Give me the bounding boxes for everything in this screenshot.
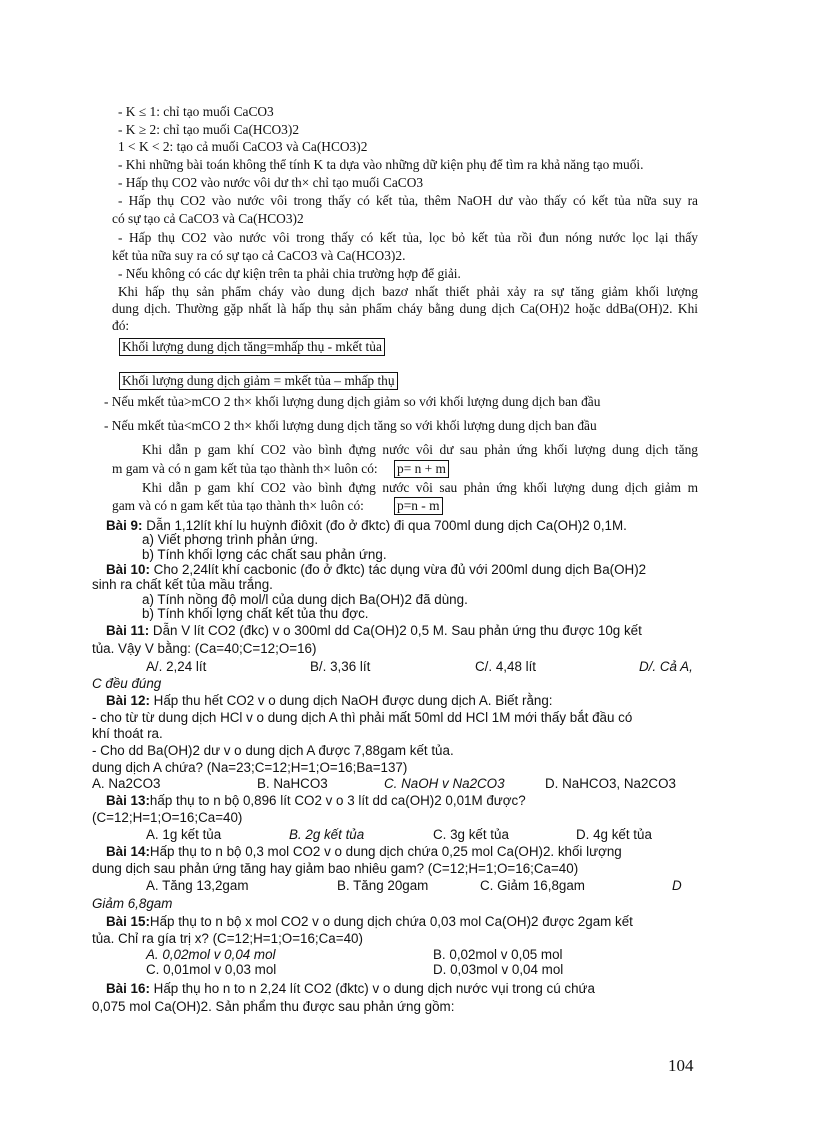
text-line: đó: — [112, 318, 130, 333]
option-c: C. NaOH v Na2CO3 — [384, 776, 505, 791]
option-c: C. 3g kết tủa — [433, 827, 509, 842]
option-d: D/. Cả A, — [639, 659, 693, 674]
page-number: 104 — [668, 1056, 694, 1075]
text-line: - K ≥ 2: chỉ tạo muối Ca(HCO3)2 — [118, 122, 300, 137]
exercise-label: Bài 9: — [106, 518, 143, 533]
text-line: sinh ra chất kết tủa mầu trắng. — [92, 577, 273, 592]
text-line: - K ≤ 1: chỉ tạo muối CaCO3 — [118, 104, 274, 119]
option-a: A. 0,02mol v 0,04 mol — [146, 947, 276, 962]
exercise-label: Bài 16: — [106, 981, 150, 996]
exercise-text: Hấp thụ ho n to n 2,24 lít CO2 (đktc) v o dung dịch nước vụi trong cú chứa — [153, 981, 595, 996]
text-line: m gam và có n gam kết tủa tạo thành th× luôn có: — [112, 461, 378, 476]
option-b: B. 0,02mol v 0,05 mol — [433, 947, 563, 962]
text-line: - cho từ từ dung dịch HCl v o dung dịch A thì phải mất 50ml dd HCl 1M mới thấy bắt đầu có — [92, 710, 633, 725]
option-a: A. Tăng 13,2gam — [146, 878, 249, 893]
text-line: dung dịch. Thường gặp nhất là hấp thụ sản phẩm cháy bằng dung dịch Ca(OH)2 hoặc ddBa(OH)2. Khi — [112, 301, 698, 316]
exercise-text: Hấp thụ to n bộ x mol CO2 v o dung dịch chứa 0,03 mol Ca(OH)2 được 2gam kết — [149, 914, 633, 929]
text-line: a) Viết phơng trình phản ứng. — [142, 532, 319, 547]
exercise-label: Bài 10: — [106, 562, 150, 577]
text-line: Khi dẫn p gam khí CO2 vào bình đựng nước vôi dư sau phản ứng khối lượng dung dịch tăng — [142, 442, 698, 457]
option-d-cont: C đều đúng — [92, 676, 162, 691]
text-line: 0,075 mol Ca(OH)2. Sản phẩm thu được sau phản ứng gồm: — [92, 999, 455, 1014]
text-line: a) Tính nồng độ mol/l của dung dịch Ba(OH)2 đã dùng. — [142, 592, 468, 607]
option-d: D. 0,03mol v 0,04 mol — [433, 962, 564, 977]
text-line: - Hấp thụ CO2 vào nước vôi trong thấy có kết tủa, thêm NaOH dư vào thấy có kết tủa nữa suy ra — [118, 193, 698, 208]
option-d: D — [672, 878, 682, 893]
text-line: tủa. Chỉ ra gía trị x? (C=12;H=1;O=16;Ca=40) — [92, 931, 363, 946]
text-line: dung dịch sau phản ứng tăng hay giảm bao nhiêu gam? (C=12;H=1;O=16;Ca=40) — [92, 861, 579, 876]
exercise-text: Dẫn 1,12lít khí lu huỳnh điôxit (đo ở đktc) đi qua 700ml dung dịch Ca(OH)2 0,1M. — [146, 518, 627, 533]
text-line: b) Tính khối lợng chất kết tủa thu đợc. — [142, 606, 369, 621]
option-d: D. NaHCO3, Na2CO3 — [545, 776, 676, 791]
option-b: B. Tăng 20gam — [337, 878, 429, 893]
exercise-label: Bài 13: — [106, 793, 150, 808]
text-line: - Nếu không có các dự kiện trên ta phải chia trường hợp để giải. — [118, 266, 461, 281]
option-d-cont: Giảm 6,8gam — [92, 896, 173, 911]
exercise-text: Cho 2,24lít khí cacbonic (đo ở đktc) tác dụng vừa đủ với 200ml dung dịch Ba(OH)2 — [153, 562, 647, 577]
exercise-text: Dẫn V lít CO2 (đkc) v o 300ml dd Ca(OH)2 0,5 M. Sau phản ứng thu được 10g kết — [152, 623, 642, 638]
exercise-text: Hấp thụ to n bộ 0,3 mol CO2 v o dung dịch chứa 0,25 mol Ca(OH)2. khối lượng — [149, 844, 622, 859]
formula-box-diff: p=n - m — [394, 497, 443, 515]
option-b: B. 2g kết tủa — [289, 827, 365, 842]
exercise-text: hấp thụ to n bộ 0,896 lít CO2 v o 3 lít dd ca(OH)2 0,01M được? — [149, 793, 526, 808]
exercise-text: Hấp thu hết CO2 v o dung dịch NaOH được dung dịch A. Biết rằng: — [153, 693, 553, 708]
text-line: gam và có n gam kết tủa tạo thành th× luôn có: — [112, 498, 364, 513]
option-a: A/. 2,24 lít — [146, 659, 207, 674]
exercise-label: Bài 15: — [106, 914, 150, 929]
text-line: dung dịch A chứa? (Na=23;C=12;H=1;O=16;Ba=137) — [92, 760, 408, 775]
text-line: - Nếu mkết tủa>mCO 2 th× khối lượng dung dịch giảm so với khối lượng dung dịch ban đầu — [104, 394, 601, 409]
text-line: Khi dẫn p gam khí CO2 vào bình đựng nước vôi sau phản ứng khối lượng dung dịch giảm m — [142, 480, 698, 495]
option-c: C. 0,01mol v 0,03 mol — [146, 962, 277, 977]
option-b: B/. 3,36 lít — [310, 659, 371, 674]
text-line: Khi hấp thụ sản phẩm cháy vào dung dịch bazơ nhất thiết phải xảy ra sự tăng giảm khối lượng — [118, 284, 698, 299]
formula-box-sum: p= n + m — [394, 460, 449, 478]
option-d: D. 4g kết tủa — [576, 827, 652, 842]
option-c: C. Giảm 16,8gam — [480, 878, 585, 893]
text-line: - Nếu mkết tủa<mCO 2 th× khối lượng dung dịch tăng so với khối lượng dung dịch ban đầu — [104, 418, 597, 433]
exercise-label: Bài 12: — [106, 693, 150, 708]
option-a: A. Na2CO3 — [92, 776, 161, 791]
formula-box-increase: Khối lượng dung dịch tăng=mhấp thụ - mkết tủa — [119, 338, 385, 356]
text-line: có sự tạo cả CaCO3 và Ca(HCO3)2 — [112, 211, 304, 226]
text-line: kết tủa nữa suy ra có sự tạo cả CaCO3 và Ca(HCO3)2. — [112, 248, 406, 263]
option-c: C/. 4,48 lít — [475, 659, 537, 674]
text-line: 1 < K < 2: tạo cả muối CaCO3 và Ca(HCO3)2 — [118, 139, 368, 154]
text-line: (C=12;H=1;O=16;Ca=40) — [92, 810, 243, 825]
exercise-label: Bài 14: — [106, 844, 150, 859]
option-a: A. 1g kết tủa — [146, 827, 222, 842]
text-line: - Cho dd Ba(OH)2 dư v o dung dịch A được 7,88gam kết tủa. — [92, 743, 454, 758]
text-line: - Khi những bài toán không thể tính K ta dựa vào những dữ kiện phụ để tìm ra khả năng tạo muối. — [118, 157, 644, 172]
text-line: - Hấp thụ CO2 vào nước vôi dư th× chỉ tạo muối CaCO3 — [118, 175, 424, 190]
text-line: - Hấp thụ CO2 vào nước vôi trong thấy có kết tủa, lọc bỏ kết tủa rồi đun nóng nước lọc lại thấy — [118, 230, 698, 245]
formula-box-decrease: Khối lượng dung dịch giảm = mkết tủa – mhấp thụ — [119, 372, 398, 390]
text-line: b) Tính khối lợng các chất sau phản ứng. — [142, 547, 387, 562]
option-b: B. NaHCO3 — [257, 776, 328, 791]
text-line: tủa. Vậy V bằng: (Ca=40;C=12;O=16) — [92, 641, 317, 656]
text-line: khí thoát ra. — [92, 726, 163, 741]
exercise-label: Bài 11: — [106, 623, 150, 638]
